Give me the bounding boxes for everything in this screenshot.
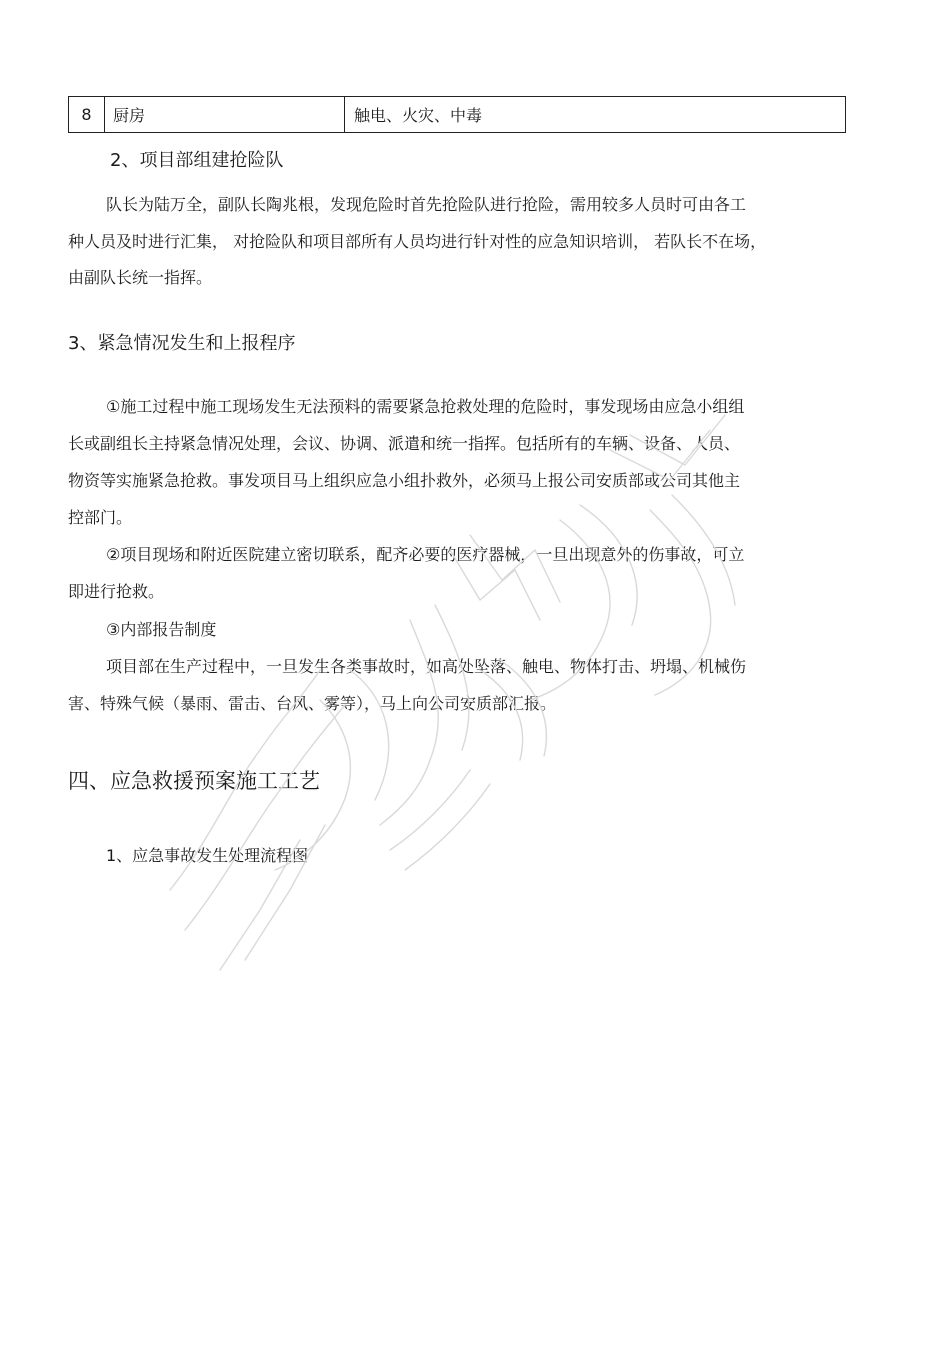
section3-line-8: 项目部在生产过程中，一旦发生各类事故时，如高处坠落、触电、物体打击、坍塌、机械伤 [106, 657, 747, 676]
section3-line-5: ②项目现场和附近医院建立密切联系，配齐必要的医疗器械，一旦出现意外的伤事故，可立 [106, 545, 745, 564]
table-cell-risk: 触电、火灾、中毒 [354, 106, 483, 125]
section3-line-9: 害、特殊气候（暴雨、雷击、台风、雾等），马上向公司安质部汇报。 [68, 694, 557, 713]
section4-subheading: 1、应急事故发生处理流程图 [106, 846, 309, 865]
watermark-graphic [150, 370, 770, 990]
section3-line-2: 长或副组长主持紧急情况处理，会议、协调、派遣和统一指挥。包括所有的车辆、设备、人员、 [68, 434, 741, 453]
section3-line-1: ①施工过程中施工现场发生无法预料的需要紧急抢救处理的危险时，事发现场由应急小组组 [106, 397, 745, 416]
section2-line-3: 由副队长统一指挥。 [68, 268, 213, 287]
section2-line-2: 种人员及时进行汇集， 对抢险队和项目部所有人员均进行针对性的应急知识培训， 若队长不在场， [68, 232, 767, 251]
section3-line-7: ③内部报告制度 [106, 620, 217, 639]
table-cell-place: 厨房 [105, 97, 345, 132]
section2-line-1: 队长为陆万全，副队长陶兆根，发现危险时首先抢险队进行抢险，需用较多人员时可由各工 [106, 195, 747, 214]
section3-heading: 3、紧急情况发生和上报程序 [68, 333, 296, 354]
table-cell-number: 8 [69, 97, 105, 132]
section3-line-4: 控部门。 [68, 508, 133, 527]
risk-table-row [68, 96, 846, 133]
section3-line-6: 即进行抢救。 [68, 582, 165, 601]
section2-heading: 2、项目部组建抢险队 [110, 150, 284, 171]
section4-heading: 四、应急救援预案施工工艺 [68, 769, 320, 793]
section3-line-3: 物资等实施紧急抢救。事发项目马上组织应急小组扑救外，必须马上报公司安质部或公司其他主 [68, 471, 741, 490]
